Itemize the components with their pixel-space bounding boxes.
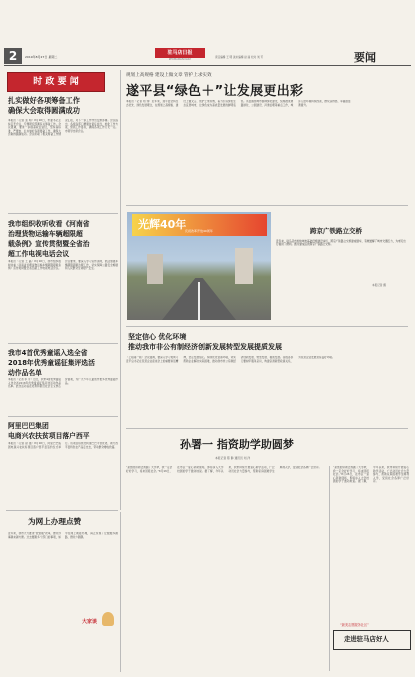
article-3-headline: 我市4首优秀童谣入选全省 xyxy=(8,349,88,357)
article-2-headline-4: 超工作电视电话会议 xyxy=(8,250,70,258)
main-bottom-body: “是您的资助让我圆了大学梦，我一定会好好学习，将来回报社会。”8月26日，在市区一爱心资助现场，即将步入大学校园的学子激动地说。据了解，今年以来，我市持续开展爱心助学活动，广泛动员社会力量参与，帮助家庭困难学生顺利入学，受到社会各界广泛好评。 xyxy=(126,466,322,473)
article-4-body: 本报讯（记者 赵 强）8月26日，阿里巴巴集团电商兴农扶贫项目落户西平县签约仪式举行。该项目将依托阿里巴巴平台优势，助力西平县特色农产品走出去，带动群众增收致富。 xyxy=(8,442,118,449)
header-rule xyxy=(4,65,411,66)
building-left xyxy=(147,254,163,284)
lead-headline: 遂平县“绿色＋”让发展更出彩 xyxy=(126,84,304,99)
photo-banner-title: 光辉40年 xyxy=(138,218,187,231)
feature-headline-1: 坚定信心 优化环境 xyxy=(128,333,187,341)
left-bottom-headline: 为网上办理点赞 xyxy=(28,517,82,526)
photo-banner-sub: 庆祝改革开放40周年 xyxy=(185,229,213,233)
article-2-headline-2: 治理货物运输车辆超限超 xyxy=(8,230,83,238)
divider xyxy=(8,213,118,214)
right-bottom-body: “是您的资助让我圆了大学梦，我一定会好好学习，将来回报社会。”8月26日，在市区一爱心资助现场，即将步入大学校园的学子激动地说。据了解，今年以来，我市持续开展爱心助学活动，广泛动员社会力量参与，帮助家庭困难学生顺利入学，受到社会各界广泛好评。 xyxy=(333,466,409,483)
left-bottom-tag: 大家谈 xyxy=(82,619,98,625)
editor-line: 责任编辑 王 明 美术编辑 赵 丽 校对 刘 芳 xyxy=(215,56,264,59)
article-3-headline-2: 2018年优秀童谣征集评选活 xyxy=(8,359,95,367)
article-1-headline: 扎实做好各项筹备工作 xyxy=(8,96,80,105)
article-3-headline-3: 动作品名单 xyxy=(8,369,42,377)
article-2-headline-3: 载条例》宣传贯彻暨全省治 xyxy=(8,240,90,248)
main-bottom-byline: 本报记者 陈 静 通讯员 刘 洋 xyxy=(215,456,251,460)
lead-kicker: 规划上高规格 建设上做文章 管护上求实效 xyxy=(126,73,212,78)
right-headline: 走进驻马店好人 xyxy=(344,635,389,643)
feature-body: （上接第一版）会议强调，要深入学习贯彻习近平总书记在民营企业座谈会上的重要讲话精神，坚定发展信心，持续优化营商环境，切实帮助企业解决实际困难，推动我市非公有制经济创新发展、转型发展、提质发展。各级各部门要树牢服务意识，构建亲清新型政商关系，为民营企业发展营造良好环境。 xyxy=(126,356,335,363)
masthead: 驻马店日报 xyxy=(155,48,205,58)
divider xyxy=(6,510,118,511)
divider xyxy=(8,416,118,417)
photo-caption-body: 近年来，驻马店市加快城市基础设施建设步伐，跨京广铁路立交桥建成通车，有效缓解了城市交通压力，为市民出行提供了便利。图为建成后的跨京广铁路立交桥。 xyxy=(276,240,406,247)
lead-body: 本报讯（记者 刘 伟）近年来，遂平县坚持生态优先、绿色发展理念，在规划上高规格、建设上做文章、管护上求实效，着力打造绿色生态宜居城市，让绿色成为高质量发展的鲜明底色。该县围绕城市园林绿化建设，统筹推进道路绿化、公园建设、河道治理等重点工作，城乡人居环境持续改善，群众获得感、幸福感显著提升。 xyxy=(126,100,351,107)
divider xyxy=(126,428,408,429)
left-bottom-body: 近年来，我市大力推进“放管服”改革，群众办事越来越方便。过去要跑多个部门的事项，如今在网上就能办理，真正实现了让数据多跑路、群众少跑腿。 xyxy=(8,532,118,539)
road-line xyxy=(198,282,200,320)
masthead-sub: ZHUMADIAN DAILY xyxy=(168,58,192,61)
right-tag: “最美志愿服务社区” xyxy=(340,623,369,627)
article-1-headline-2: 确保大会取得圆满成功 xyxy=(8,106,80,115)
article-2-body: 本报讯（记者 王 磊）8月26日，我市组织收听收看《河南省治理货物运输车辆超限超载条例》宣传贯彻暨全省治超工作电视电话会议。会议要求，要深入学习宣传条例，依法加强车辆超限超载治理工作，切实保障公路安全畅通和人民群众生命财产安全。 xyxy=(8,260,118,270)
divider xyxy=(126,205,408,206)
building-right xyxy=(235,248,253,284)
section-title: 要闻 xyxy=(354,51,376,64)
photo-credit: 本报记者 摄 xyxy=(372,284,386,287)
photo-caption-title: 跨京广铁路立交桥 xyxy=(310,227,362,235)
page-number-badge: 2 xyxy=(4,48,22,64)
column-rule xyxy=(329,466,330,671)
article-4-headline-2: 电商兴农扶贫项目落户西平 xyxy=(8,432,90,440)
article-2-headline: 我市组织收听收看《河南省 xyxy=(8,220,90,228)
date-line: 2019年8月27日 星期二 xyxy=(25,55,58,59)
article-4-headline: 阿里巴巴集团 xyxy=(8,422,49,430)
article-1-body: 本报讯（记者 张 明）8月26日，市委书记主持召开会议，专题研究部署有关筹备工作。会议强调，要进一步提高政治站位，坚持高标准、严要求，扎实做好各项筹备工作，确保大会取得圆满成功。会议听取了相关筹备工作情况汇报，对下一步工作作出安排部署。会议指出，各级各部门要强化责任担当，细化工作方案，狠抓工作落实，确保各项工作万无一失。市领导出席会议。 xyxy=(8,119,118,136)
column-rule xyxy=(120,70,121,510)
feature-headline-2: 推动我市非公有制经济创新发展转型发展提质发展 xyxy=(128,343,282,351)
main-bottom-headline: 孙署一 指资助学助圆梦 xyxy=(180,438,294,451)
article-3-body: 本报讯（记者 李 芳）近日，我市4首优秀童谣入选全省2018年优秀童谣征集评选活动作品名单。此次活动旨在培育和践行社会主义核心价值观，为广大少年儿童创作更多优秀童谣作品。 xyxy=(8,378,118,388)
illustration-icon xyxy=(102,612,114,626)
divider xyxy=(126,326,408,327)
divider xyxy=(8,343,118,344)
column-rule xyxy=(120,512,121,672)
column-banner: 时 政 要 闻 xyxy=(7,72,105,92)
